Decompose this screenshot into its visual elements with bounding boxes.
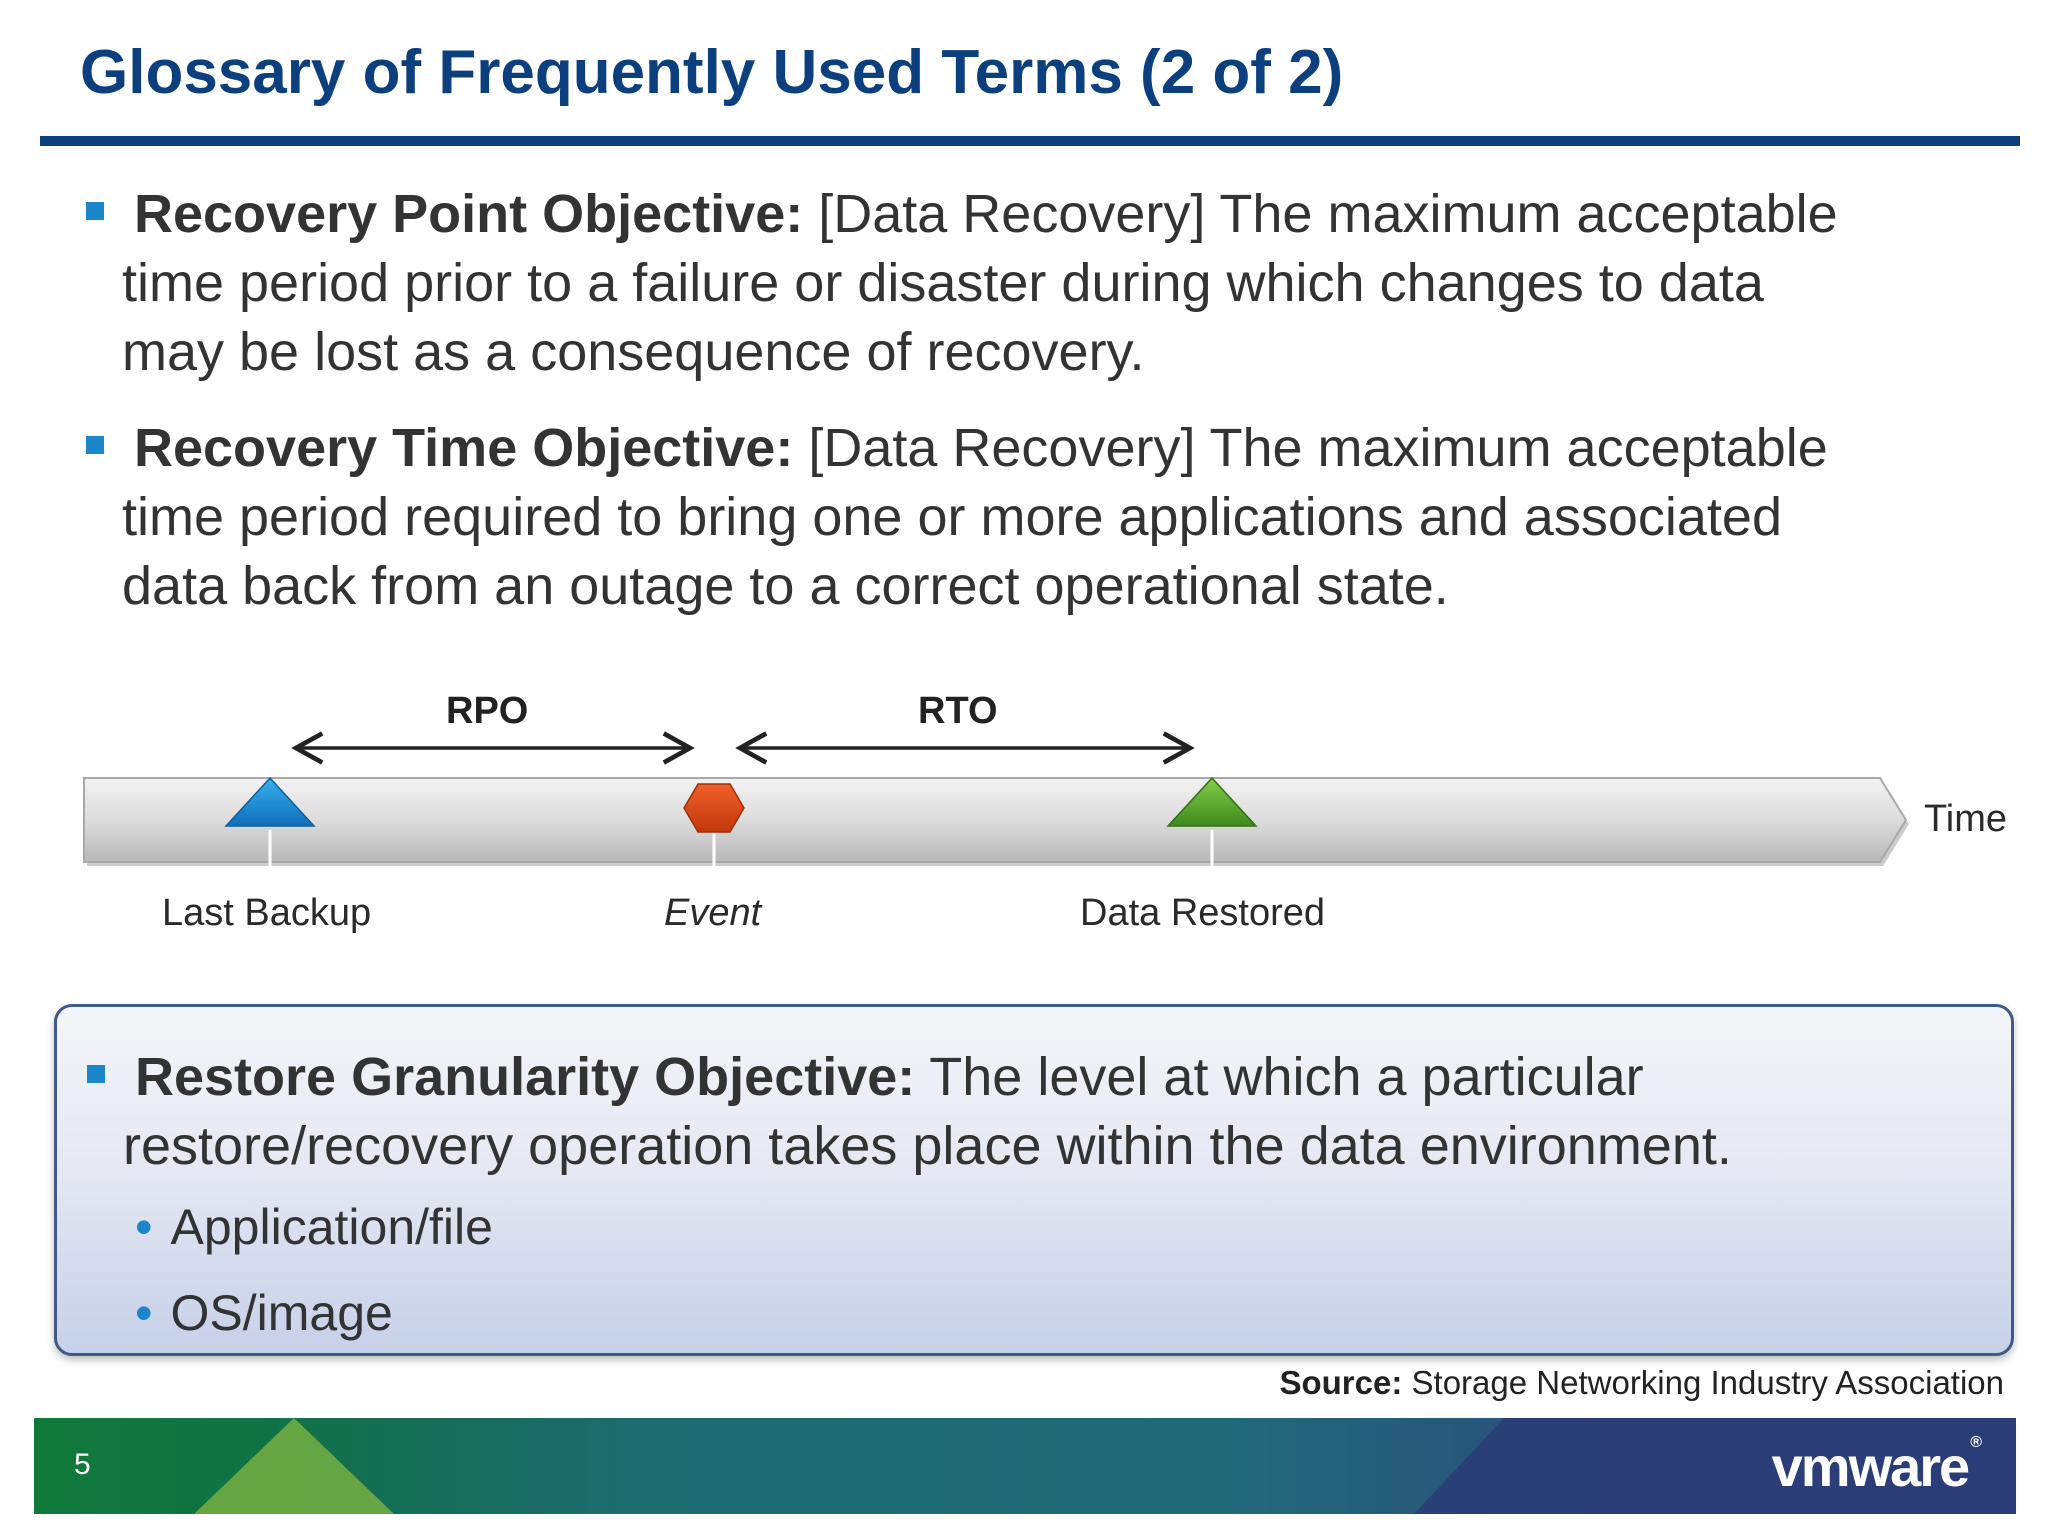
term-rpo-line3: may be lost as a consequence of recovery.	[122, 322, 1145, 382]
time-axis-label: Time	[1924, 798, 2008, 840]
term-rgo-name: Restore Granularity Objective:	[135, 1047, 916, 1107]
term-rpo-line2: time period prior to a failure or disaster during which changes to data	[122, 253, 1764, 313]
round-bullet-icon: •	[135, 1199, 153, 1255]
source-text: Storage Networking Industry Association	[1402, 1364, 2004, 1401]
term-rpo-line1	[122, 180, 1966, 249]
term-rto-name: Recovery Time Objective:	[134, 418, 794, 478]
rgo-subitem	[135, 1197, 493, 1257]
square-bullet-icon	[87, 1065, 105, 1083]
rpo-rto-timeline	[80, 690, 2020, 970]
square-bullet-icon	[86, 436, 104, 454]
rgo-subitem-text: OS/image	[170, 1285, 393, 1341]
vmware-logo-text: vmware	[1771, 1435, 1969, 1498]
data-restored-label: Data Restored	[1080, 892, 1326, 934]
term-rgo-line1	[123, 1043, 1967, 1112]
term-rpo	[86, 180, 1966, 387]
term-rgo-line2: restore/recovery operation takes place within the data environment.	[123, 1116, 1732, 1176]
page-number: 5	[74, 1448, 91, 1481]
term-rto	[86, 414, 1966, 621]
term-rgo-text: The level at which a particular	[915, 1047, 1644, 1107]
slide-title: Glossary of Frequently Used Terms (2 of 2)	[80, 38, 1344, 107]
term-rto-text: [Data Recovery] The maximum acceptable	[793, 418, 1828, 478]
term-rgo	[87, 1043, 1967, 1181]
term-rto-line1	[122, 414, 1966, 483]
square-bullet-icon	[86, 202, 104, 220]
footer-band	[34, 1418, 2016, 1514]
event-label: Event	[664, 892, 762, 934]
event-hexagon-icon	[684, 784, 744, 832]
last-backup-label: Last Backup	[162, 892, 372, 934]
round-bullet-icon: •	[135, 1285, 153, 1341]
term-rpo-text: [Data Recovery] The maximum acceptable	[803, 184, 1838, 244]
term-rto-line2: time period required to bring one or more applications and associated	[122, 487, 1782, 547]
rgo-subitem-text: Application/file	[170, 1199, 493, 1255]
title-divider	[40, 136, 2020, 146]
rgo-callout-box	[54, 1004, 2014, 1356]
time-bar-arrow	[84, 778, 1906, 862]
source-citation	[1279, 1364, 2004, 1402]
registered-mark: ®	[1970, 1434, 1982, 1451]
rto-label: RTO	[918, 690, 998, 732]
footer-graphic	[34, 1418, 2016, 1514]
vmware-logo	[1772, 1434, 1982, 1499]
rgo-subitem	[135, 1283, 393, 1343]
term-rto-line3: data back from an outage to a correct operational state.	[122, 556, 1449, 616]
term-rpo-name: Recovery Point Objective:	[134, 184, 804, 244]
source-label: Source:	[1279, 1364, 1403, 1401]
rpo-label: RPO	[446, 690, 529, 732]
